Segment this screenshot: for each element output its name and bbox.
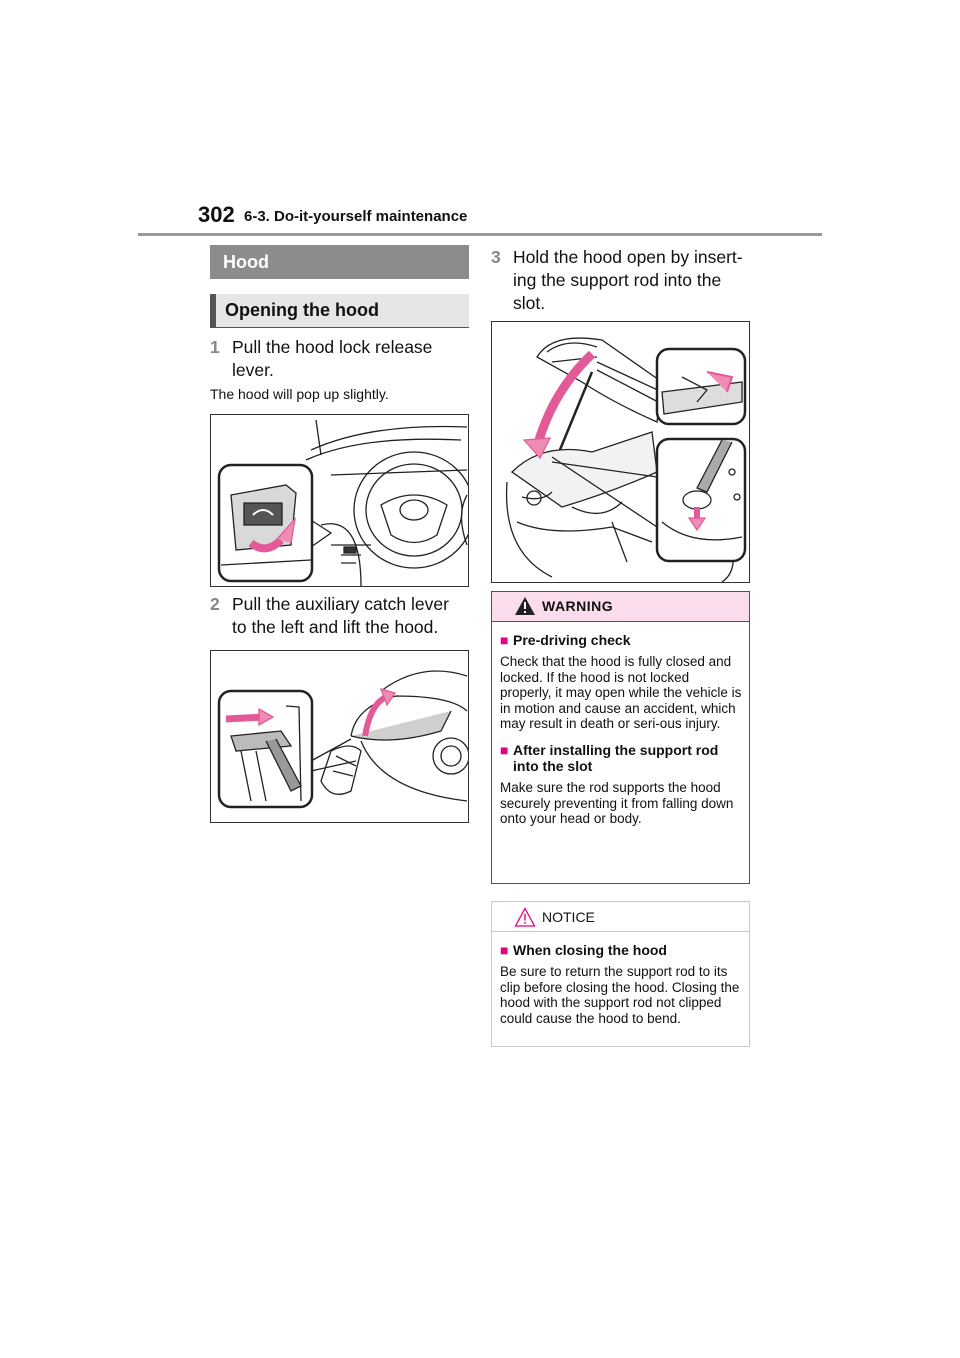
square-bullet: ■ [500,632,509,648]
header-rule [138,233,822,236]
section-title: 6-3. Do-it-yourself maintenance [244,208,468,225]
notice-triangle-icon [514,907,536,927]
item-title-text: After installing the support rod into the slot [513,741,719,774]
step-text: Pull the hood lock release lever. [232,337,433,380]
step-text: Hold the hood open by insert-ing the support rod into the slot. [513,247,743,313]
step-number: 2 [210,594,220,614]
notice-box [491,901,750,1047]
notice-label: NOTICE [542,909,595,925]
warning-body [492,622,749,827]
figure-hood-release-lever [210,414,469,587]
notice-item-title [500,942,742,958]
warning-header [492,592,749,622]
item-title-text: When closing the hood [513,942,667,958]
notice-header [492,902,749,932]
step-text: Pull the auxiliary catch lever to the left and lift the hood. [232,594,449,637]
warning-item-title [500,742,742,774]
figure-support-rod [491,321,750,583]
opening-hood-heading: Opening the hood [210,294,469,328]
item-title-text: Pre-driving check [513,632,631,648]
warning-item-body: Make sure the rod supports the hood securely preventing it from falling down onto your head or body. [500,779,734,827]
step-2 [210,593,468,639]
square-bullet: ■ [500,741,509,758]
warning-triangle-icon [514,596,536,616]
warning-item-body: Check that the hood is fully closed and locked. If the hood is not locked properly, it may open while the vehicle is in motion and cause an accident, which may result in death or seri-ous injury. [500,654,742,732]
warning-item-title [500,632,742,648]
page-number: 302 [198,202,235,227]
figure-auxiliary-catch [210,650,469,823]
square-bullet: ■ [500,942,509,958]
step-note: The hood will pop up slightly. [210,386,389,402]
step-1 [210,336,468,382]
notice-item-body: Be sure to return the support rod to its clip before closing the hood. Closing the hood with the support rod not clipped could cause the hood to bend. [500,964,740,1026]
step-3 [491,246,753,315]
notice-body [492,932,749,1026]
hood-heading: Hood [210,245,469,279]
step-number: 3 [491,247,501,267]
warning-box [491,591,750,884]
warning-label: WARNING [542,598,614,614]
step-number: 1 [210,337,220,357]
